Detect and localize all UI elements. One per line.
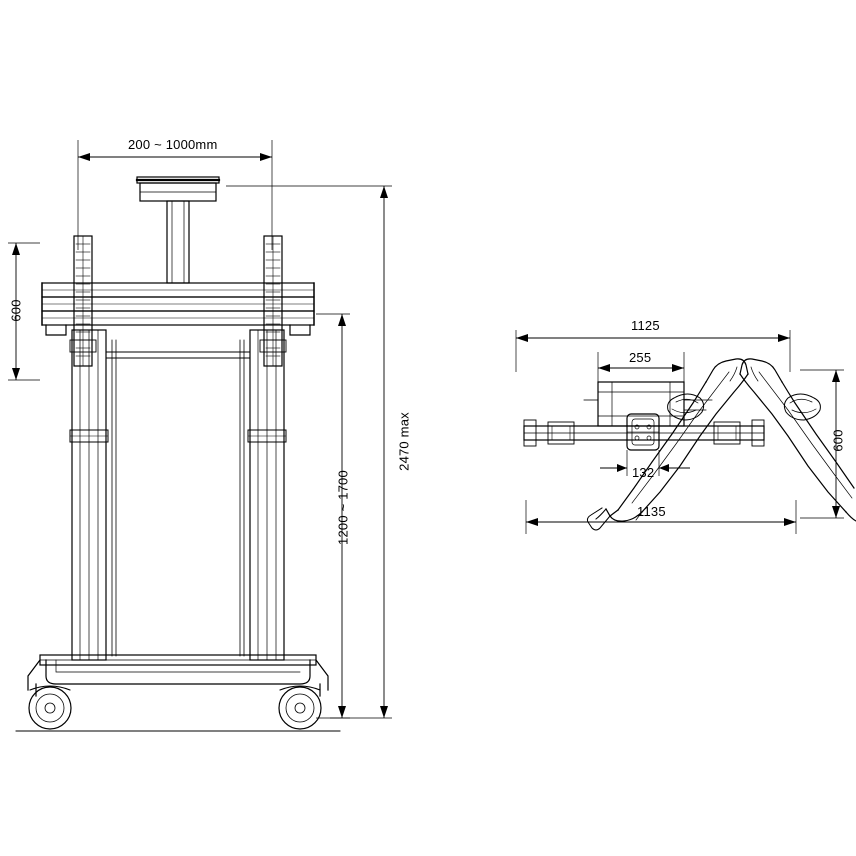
base-frame bbox=[28, 655, 328, 690]
cross-rail bbox=[524, 420, 764, 446]
caster-front-right bbox=[279, 684, 321, 729]
plan-inner-braces bbox=[584, 400, 712, 410]
dim-label-overall-height: 2470 max bbox=[396, 412, 412, 471]
inner-uprights bbox=[112, 340, 244, 656]
center-column-block bbox=[598, 382, 684, 426]
front-elevation-view bbox=[16, 177, 340, 731]
center-riser-tube bbox=[167, 201, 189, 283]
dim-label-carriage-width: 255 bbox=[629, 350, 652, 365]
top-plan-dimensions bbox=[516, 330, 844, 534]
dim-label-base-foot-span: 1135 bbox=[637, 504, 666, 519]
dim-label-base-depth: 600 bbox=[830, 429, 846, 452]
top-hanger bbox=[137, 177, 219, 201]
bracket-hooks bbox=[70, 340, 286, 352]
dim-label-base-overall-width: 1125 bbox=[631, 318, 660, 333]
caster-front-left bbox=[29, 684, 71, 729]
left-column bbox=[70, 330, 108, 660]
mounting-plate bbox=[627, 414, 659, 450]
accessory-shelf bbox=[106, 352, 250, 358]
front-elevation-dimensions bbox=[8, 140, 392, 718]
dim-label-mount-width: 200 ~ 1000mm bbox=[128, 137, 218, 152]
dim-mount-width bbox=[78, 140, 272, 250]
right-column bbox=[248, 330, 286, 660]
dim-base-overall-width bbox=[516, 330, 790, 372]
dim-label-plate-width: 132 bbox=[632, 465, 655, 480]
top-plan-view bbox=[524, 359, 856, 530]
dim-label-bracket-height: 600 bbox=[8, 299, 24, 322]
dim-label-screen-center-height: 1200 ~ 1700 bbox=[335, 470, 351, 545]
dim-overall-height bbox=[226, 186, 392, 718]
